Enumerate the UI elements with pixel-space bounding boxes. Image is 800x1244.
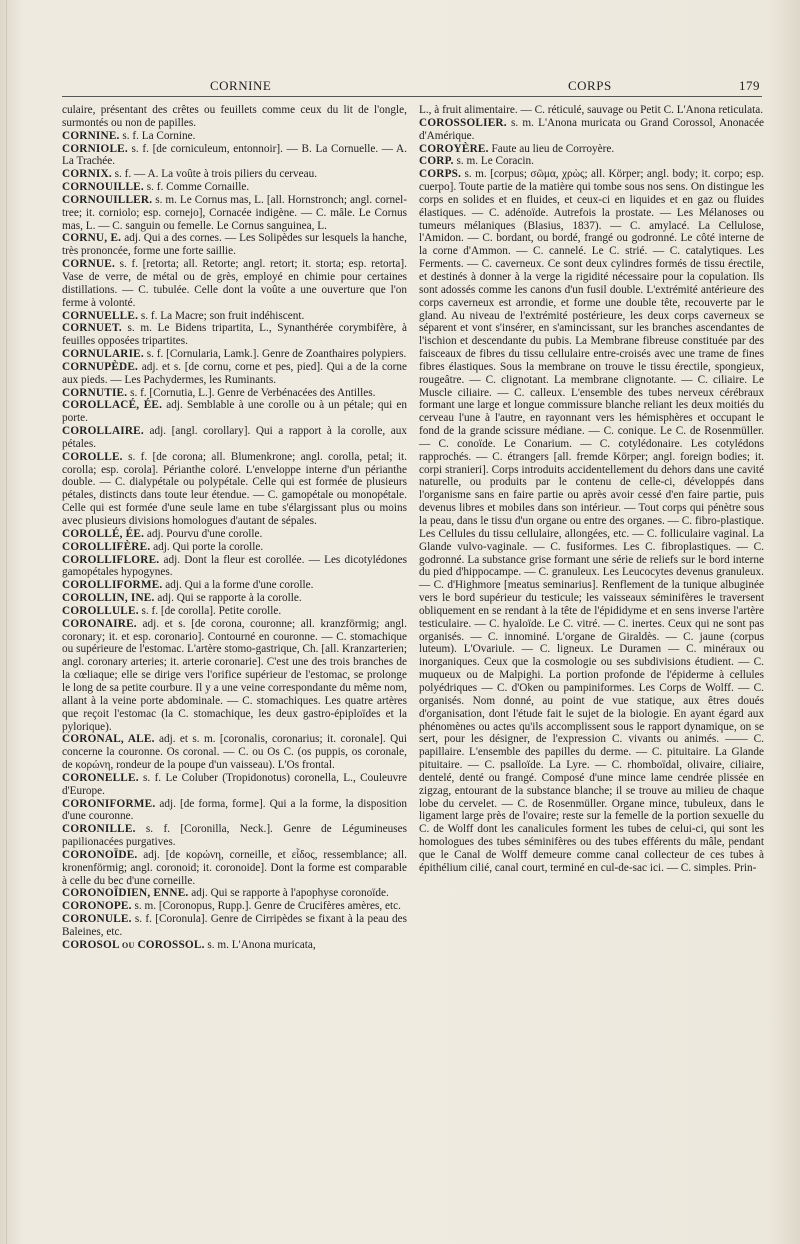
entry-headword: CORONAL, ALE. bbox=[62, 733, 155, 746]
left-column bbox=[62, 104, 407, 952]
dictionary-entry bbox=[62, 579, 407, 592]
entry-definition: s. m. Le Coracin. bbox=[453, 155, 534, 168]
entry-headword: CORONAIRE. bbox=[62, 617, 137, 630]
entry-headword: COROLLAIRE. bbox=[62, 425, 144, 438]
entry-headword: CORONOÏDIEN, ENNE. bbox=[62, 887, 189, 900]
entry-headword: CORONULE. bbox=[62, 913, 132, 926]
dictionary-entry bbox=[62, 887, 407, 900]
entry-definition: s. m. L'Anona muricata, bbox=[204, 938, 316, 951]
entry-definition: adj. Semblable à une corolle ou à un pétale; qui en porte. bbox=[62, 399, 407, 425]
dictionary-entry bbox=[62, 168, 407, 181]
entry-headword: CORNU, E. bbox=[62, 232, 122, 245]
dictionary-entry bbox=[419, 168, 764, 874]
entry-headword: CORPS. bbox=[419, 168, 462, 181]
dictionary-entry bbox=[62, 541, 407, 554]
dictionary-entry bbox=[62, 913, 407, 939]
dictionary-entry bbox=[62, 387, 407, 400]
dictionary-entry bbox=[419, 143, 764, 156]
entry-definition: s. f. [Coronula]. Genre de Cirripèdes se fixant à la peau des Baleines, etc. bbox=[62, 913, 407, 938]
entry-definition: adj. et s. m. [coronalis, coronarius; it. coronale]. Qui concerne la couronne. Os coronal. — C. ou Os C. (os puppis, os coronale, de κορώνη, rondeur de la poupe d'un vaisseau). L'Os frontal. bbox=[62, 733, 407, 772]
entry-headword: CORNIOLE. bbox=[62, 142, 128, 155]
entry-definition: adj. [de forma, forme]. Qui a la forme, la disposition d'une couronne. bbox=[62, 797, 407, 823]
page-number: 179 bbox=[739, 78, 760, 93]
entry-headword: CORNUELLE. bbox=[62, 309, 139, 322]
entry-headword: CORONELLE. bbox=[62, 771, 139, 784]
dictionary-entry bbox=[62, 592, 407, 605]
entry-definition: s. m. Le Cornus mas, L. [all. Hornstronch; angl. cornel-tree; it. corniolo; esp. cornejo], Cornacée indigène. — C. mâle. Le Cornus mas, L. — C. sanguin ou femelle. Le Cornus sanguinea, L. bbox=[62, 193, 407, 232]
dictionary-entry bbox=[419, 155, 764, 168]
entry-headword: COROLLIFLORE. bbox=[62, 553, 160, 566]
entry-definition: s. f. [de corona; all. Blumenkrone; angl. corolla, petal; it. corolla; esp. corola]. Périanthe coloré. L'enveloppe interne d'un périanthe double. — C. dialypétale ou polypétale. Celle qui est formée de plusieurs pétales, distincts dans toute leur étendue. — C. gamopétale ou monopétale. Celle qui est formée d'une seule lame en tube s'élargissant plus ou moins avec plusieurs divisions homologues d'autant de sépales. bbox=[62, 450, 407, 527]
entry-definition: s. f. Le Coluber (Tropidonotus) coronella, L., Couleuvre d'Europe. bbox=[62, 771, 407, 797]
dictionary-entry bbox=[62, 194, 407, 233]
dictionary-entry bbox=[62, 130, 407, 143]
entry-definition: s. f. [Coronilla, Neck.]. Genre de Légumineuses papilionacées purgatives. bbox=[62, 823, 407, 849]
entry-headword: COROLLÉ, ÉE. bbox=[62, 527, 145, 540]
entry-definition: adj. Qui se rapporte à la corolle. bbox=[154, 592, 302, 605]
entry-definition: Faute au lieu de Corroyère. bbox=[488, 142, 615, 155]
dictionary-entry bbox=[62, 399, 407, 425]
dictionary-entry bbox=[62, 733, 407, 772]
entry-definition: s. f. La Macre; son fruit indéhiscent. bbox=[138, 309, 305, 322]
entry-headword: CORNUET. bbox=[62, 322, 122, 335]
entry-headword: CORNUPÈDE. bbox=[62, 360, 139, 373]
dictionary-entry bbox=[62, 772, 407, 798]
entry-definition: adj. Qui a la forme d'une corolle. bbox=[162, 579, 314, 592]
entry-headword: CORNIX. bbox=[62, 168, 112, 181]
dictionary-entry bbox=[62, 322, 407, 348]
entry-definition: culaire, présentant des crêtes ou feuillets comme ceux du lit de l'ongle, surmontés ou non de papilles. bbox=[62, 104, 407, 129]
entry-headword: COROLLIN, INE. bbox=[62, 592, 155, 605]
entry-definition: s. f. — A. La voûte à trois piliers du cerveau. bbox=[111, 168, 318, 181]
entry-headword: CORNULARIE. bbox=[62, 348, 144, 361]
dictionary-entry bbox=[62, 939, 407, 952]
entry-headword: COROSSOLIER. bbox=[419, 116, 507, 129]
header-center-word: CORPS bbox=[568, 78, 612, 93]
entry-definition: s. f. Comme Cornaille. bbox=[143, 181, 250, 194]
dictionary-entry bbox=[62, 425, 407, 451]
dictionary-entry bbox=[62, 310, 407, 323]
header-left-word: CORNINE bbox=[210, 78, 272, 93]
right-column bbox=[419, 104, 764, 875]
entry-definition: s. f. La Cornine. bbox=[119, 129, 196, 142]
entry-definition: adj. et s. [de cornu, corne et pes, pied]. Qui a de la corne aux pieds. — Les Pachydermes, les Ruminants. bbox=[62, 360, 407, 386]
dictionary-entry bbox=[62, 348, 407, 361]
dictionary-entry bbox=[62, 181, 407, 194]
entry-headword: CORONIFORME. bbox=[62, 797, 156, 810]
dictionary-entry bbox=[62, 361, 407, 387]
entry-headword: COROLLULE. bbox=[62, 604, 139, 617]
dictionary-entry bbox=[62, 798, 407, 824]
dictionary-entry bbox=[62, 618, 407, 734]
dictionary-entry bbox=[62, 900, 407, 913]
header-rule bbox=[62, 96, 762, 97]
entry-definition: adj. Qui a des cornes. — Les Solipèdes sur lesquels la hanche, très prononcée, forme une forte saillie. bbox=[62, 232, 407, 258]
entry-headword: COROLLIFÈRE. bbox=[62, 540, 151, 553]
entry-headword: CORNINE. bbox=[62, 129, 120, 142]
entry-headword: COROLLE. bbox=[62, 450, 123, 463]
entry-definition: s. m. [corpus; σῶμα, χρὼς; all. Körper; angl. body; it. corpo; esp. cuerpo]. Toute partie de la matière qui tombe sous nos sens. On distingue les corps en solides et en fluides, et ceux-ci en liquides et en gaz ou fluides élastiques. — C. adénoïde. Autrefois la prostate. — Les Mélanoses ou tumeurs mélaniques (Blasius, 1837). — C. amylacé. La Cellulose, l'Amidon. — C. bordant, ou bordé, frangé ou godronné. Le côté interne de la corne d'Ammon. — C. cannelé. Le C. strié. — C. catalytiques. Les Ferments. — C. caverneux. Ce sont deux cylindres formés de tissu érectile, et destinés à donner à la verge la rigidité nécessaire pour la copulation. Ils sont adossés comme les canons d'un fusil double. L'extrémité antérieure des corps caverneux est arrondie, et forme une double tête, recouverte par le gland. Au niveau de l'extrémité postérieure, les deux corps caverneux se séparent et vont s'insérer, en s'amincissant, sur les branches ascendantes de l'ischion et descendante du pubis. La Membrane fibreuse constituée par des faisceaux de fibres du tissu cellulaire entre-croisés avec une trame de fines fibres élastiques. Sous la membrane on trouve le tissu érectile, spongieux, rougeâtre. — C. clignotant. La membrane clignotante. — C. ciliaire. Le Muscle ciliaire. — C. calleux. L'ensemble des tubes nerveux cérébraux formant une large et longue commissure blanche reliant les deux moitiés du cerveau l'une à l'autre, en rayonnant vers les hémisphères et occupant le fond de la grande scissure médiane. — C. conique. Le C. de Rosenmüller. — C. conoïde. Le Conarium. — C. cotylédonaire. Les cotylédons rapprochés. — C. étrangers [all. fremde Körper; angl. foreign bodies; it. corpi stranieri]. Corps introduits accidentellement du dehors dans une cavité naturelle, ou produits par le contenu de celle-ci, développés dans l'organisme sans en faire partie ou après avoir cessé d'en faire partie, puis devenus libres et mobiles dans son intérieur. — Tout corps qui pénètre sous la peau, dans le tissu d'un organe ou entre des organes. — C. fibro-plastique. Les Cellules du tissu cellulaire, allongées, etc. — C. folliculaire vaginal. La Glande vulvo-vaginale. — C. fusiformes. Les C. fibroplastiques. — C. godronné. La substance grise formant une série de reliefs sur le bord interne du pied d'hippocampe. — C. granuleux. Les Leucocytes devenus granuleux. — C. d'Highmore [meatus seminarius]. Renflement de la tunique albuginée vers le bord supérieur du testicule; les vaisseaux séminifères le traversent obliquement en se rendant à la tête de l'épididyme et en sens inverse l'artère testiculaire. — C. hyaloïde. Le C. vitré. — C. inertes. Ceux qui ne sont pas organisés. — C. innominé. L'organe de Giraldès. — C. jaune (corpus luteum). L'Ovariule. — C. ligneux. Le Duramen — C. minéraux ou inorganiques. Ceux que la cosmologie ou ses subdivisions étudient. — C. muqueux ou de Malpighi. La portion profonde de l'épiderme à cellules polyédriques — C. d'Oken ou pampiniformes. Les Corps de Wolff. — C. organisés. Nom donné, au point de vue statique, aux êtres doués d'organisation, dont l'étude fait le sujet de la biologie. En ayant égard aux phénomènes ou actes qu'ils accomplissent sous le rapport dynamique, on se sert, pour les désigner, de l'expression C. vivants ou animés. —— C. papillaire. L'ensemble des papilles du derme. — C. pituitaire. La Glande pituitaire. — C. psalloïde. La Lyre. — C. rhomboïdal, olivaire, ciliaire, dentelé, denté ou frangé. Composé d'une mince lame cendrée plissée en zigzag, entourant de la substance blanche; il se trouve au milieu de chaque lobe du cervelet. — C. de Rosenmüller. Organe mince, tubuleux, dans le ligament large près de l'ovaire; reste sur la femelle de la portion sexuelle du C. de Wolff dont les canalicules forment les tubes de celui-ci, qui sont les homologues des tubes séminifères ou des tubes efférents du mâle, pendant que le Canal de Wolff demeure comme canal collecteur de ces tubes à épithélium cilié, canal court, terminé en cul-de-sac ici. — C. simples. Prin- bbox=[419, 168, 764, 874]
entry-definition: s. m. [Coronopus, Rupp.]. Genre de Crucifères amères, etc. bbox=[131, 900, 401, 913]
entry-definition: s. f. [retorta; all. Retorte; angl. retort; it. storta; esp. retorta]. Vase de verre, de métal ou de grès, employé en chimie pour certaines distillations. — C. tubulée. Celle dont la voûte a une ouverture que l'on ferme à volonté. bbox=[62, 258, 407, 309]
entry-headword: COROYÈRE. bbox=[419, 142, 489, 155]
dictionary-entry bbox=[62, 823, 407, 849]
dictionary-entry bbox=[62, 451, 407, 528]
entry-definition: s. f. [Cornularia, Lamk.]. Genre de Zoanthaires polypiers. bbox=[143, 348, 407, 361]
entry-definition: L., à fruit alimentaire. — C. réticulé, sauvage ou Petit C. L'Anona reticulata. bbox=[419, 104, 764, 116]
page-edge bbox=[6, 0, 7, 1244]
dictionary-entry bbox=[62, 554, 407, 580]
dictionary-entry bbox=[62, 104, 407, 130]
entry-definition: adj. Dont la fleur est corollée. — Les dicotylédones gamopétales hypogynes. bbox=[62, 553, 407, 579]
entry-headword: COROLLACÉ, ÉE. bbox=[62, 399, 163, 412]
entry-headword: CORONOÏDE. bbox=[62, 848, 138, 861]
entry-definition: s. m. L'Anona muricata ou Grand Corossol, Anonacée d'Amérique. bbox=[419, 116, 764, 142]
entry-definition: adj. et s. [de corona, couronne; all. kranzförmig; angl. coronary; it. et esp. coronario]. Contourné en couronne. — C. stomachique ou supérieure de l'estomac. L'artère stomo-gastrique, Ch. [all. Kranzarterien; angl. coronary arteries; it. arterie coronarie]. C'est une des trois branches de la cœliaque; elle se dirige vers l'orifice supérieur de l'estomac, se prolonge le long de sa petite courbure. Il y a une veine correspondante du même nom, allant à la veine porte abdominale. — C. stomachiques. Les quatre artères que reçoit l'estomac (la C. stomachique, les deux gastro-épiploïdes et la pylorique). bbox=[62, 617, 407, 733]
dictionary-entry bbox=[62, 258, 407, 309]
dictionary-entry bbox=[62, 605, 407, 618]
entry-headword: COROSOL ou COROSSOL. bbox=[62, 938, 205, 951]
dictionary-entry bbox=[62, 849, 407, 888]
dictionary-entry bbox=[62, 528, 407, 541]
entry-definition: s. f. [de corolla]. Petite corolle. bbox=[138, 604, 282, 617]
dictionary-entry bbox=[419, 117, 764, 143]
entry-headword: COROLLIFORME. bbox=[62, 579, 163, 592]
entry-definition: adj. [de κορώνη, corneille, et εἶδος, ressemblance; all. kronenförmig; angl. coronoid; it. coronoide]. Dont la forme est comparable à celle du bec d'une corneille. bbox=[62, 848, 407, 887]
entry-definition: adj. [angl. corollary]. Qui a rapport à la corolle, aux pétales. bbox=[62, 425, 407, 450]
entry-definition: adj. Pourvu d'une corolle. bbox=[144, 527, 263, 540]
entry-headword: CORNUTIE. bbox=[62, 386, 128, 399]
entry-definition: s. f. [de corniculeum, entonnoir]. — B. La Cornuelle. — A. La Trachée. bbox=[62, 142, 407, 168]
entry-headword: CORNOUILLE. bbox=[62, 181, 144, 194]
dictionary-entry bbox=[419, 104, 764, 117]
entry-definition: s. m. Le Bidens tripartita, L., Synanthérée corymbifère, à feuilles opposées tripartites. bbox=[62, 322, 407, 348]
entry-headword: CORNUE. bbox=[62, 258, 115, 271]
entry-definition: adj. Qui porte la corolle. bbox=[150, 540, 264, 553]
dictionary-entry bbox=[62, 143, 407, 169]
entry-definition: s. f. [Cornutia, L.]. Genre de Verbénacées des Antilles. bbox=[127, 386, 376, 399]
entry-headword: CORONILLE. bbox=[62, 823, 136, 836]
running-header bbox=[60, 78, 760, 98]
entry-headword: CORNOUILLER. bbox=[62, 193, 153, 206]
dictionary-entry bbox=[62, 232, 407, 258]
entry-definition: adj. Qui se rapporte à l'apophyse coronoïde. bbox=[188, 887, 389, 900]
entry-headword: CORP. bbox=[419, 155, 454, 168]
entry-headword: CORONOPE. bbox=[62, 900, 132, 913]
